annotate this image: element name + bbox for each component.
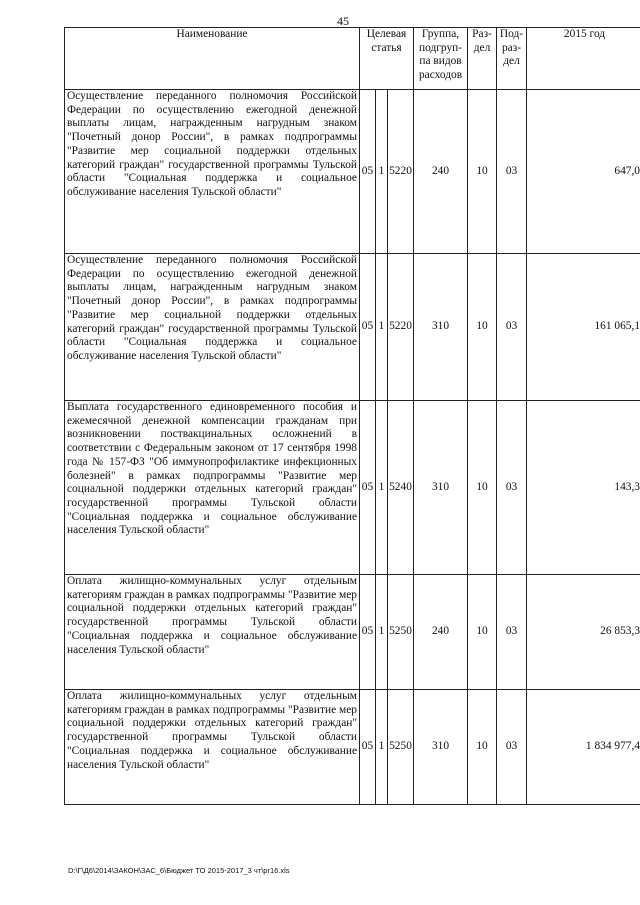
row-section: 10 [468,690,497,805]
row-target-direction: 5250 [388,575,414,690]
budget-table [64,27,640,805]
row-target-direction: 5250 [388,690,414,805]
table-row [65,254,640,401]
table-header-row [65,28,640,90]
row-subsection: 03 [497,90,527,254]
row-section: 10 [468,401,497,575]
row-subsection: 03 [497,690,527,805]
table-row [65,690,640,805]
row-target-subprogram: 1 [376,254,388,401]
row-section: 10 [468,254,497,401]
row-expense-group: 240 [414,90,468,254]
row-name: Осуществление переданного полномочия Российской Федерации по осуществлению ежегодной денежной выплаты лицам, награжденным нагрудным знаком "Почетный донор России", в рамках подпрограммы "Развитие мер социальной поддержки отдельных категорий граждан" государственной программы Тульской области "Социальная поддержка и социальное обслуживание населения Тульской области" [65,254,360,401]
row-target-program: 05 [360,690,376,805]
row-target-direction: 5240 [388,401,414,575]
file-path-footer: D:\Г\Д6\2014\ЗАКОН\ЗАС_6\Бюджет ТО 2015-2017_3 чт\pr16.xls [68,866,290,875]
row-target-program: 05 [360,575,376,690]
page-number: 45 [337,14,349,28]
row-target-subprogram: 1 [376,90,388,254]
row-target-program: 05 [360,254,376,401]
row-amount: 143,3 [527,401,640,575]
row-amount: 26 853,3 [527,575,640,690]
row-target-subprogram: 1 [376,401,388,575]
table-row [65,90,640,254]
row-target-subprogram: 1 [376,690,388,805]
header-name: Наименование [65,28,360,90]
row-expense-group: 310 [414,690,468,805]
row-amount: 647,0 [527,90,640,254]
row-target-direction: 5220 [388,90,414,254]
table-row [65,401,640,575]
row-subsection: 03 [497,575,527,690]
row-subsection: 03 [497,401,527,575]
row-target-subprogram: 1 [376,575,388,690]
row-name: Оплата жилищно-коммунальных услуг отдельным категориям граждан в рамках подпрограммы "Развитие мер социальной поддержки отдельных категорий граждан" государственной программы Тульской области "Социальная поддержка и социальное обслуживание населения Тульской области" [65,575,360,690]
header-year: 2015 год [527,28,640,90]
header-subsection: Под-раз-дел [497,28,527,90]
row-target-direction: 5220 [388,254,414,401]
row-section: 10 [468,90,497,254]
row-name: Оплата жилищно-коммунальных услуг отдельным категориям граждан в рамках подпрограммы "Развитие мер социальной поддержки отдельных категорий граждан" государственной программы Тульской области "Социальная поддержка и социальное обслуживание населения Тульской области" [65,690,360,805]
row-section: 10 [468,575,497,690]
row-target-program: 05 [360,401,376,575]
row-expense-group: 240 [414,575,468,690]
row-subsection: 03 [497,254,527,401]
row-expense-group: 310 [414,401,468,575]
header-group: Группа, подгруп-па видов расходов [414,28,468,90]
table-row [65,575,640,690]
row-name: Осуществление переданного полномочия Российской Федерации по осуществлению ежегодной денежной выплаты лицам, награжденным нагрудным знаком "Почетный донор России", в рамках подпрограммы "Развитие мер социальной поддержки отдельных категорий граждан" государственной программы Тульской области "Социальная поддержка и социальное обслуживание населения Тульской области" [65,90,360,254]
row-target-program: 05 [360,90,376,254]
row-amount: 161 065,1 [527,254,640,401]
row-expense-group: 310 [414,254,468,401]
header-section: Раз-дел [468,28,497,90]
row-amount: 1 834 977,4 [527,690,640,805]
header-target-article: Целевая статья [360,28,414,90]
row-name: Выплата государственного единовременного пособия и ежемесячной денежной компенсации гражданам при возникновении поствакцинальных осложнений в соответствии с Федеральным законом от 17 сентября 1998 года № 157-ФЗ "Об иммунопрофилактике инфекционных болезней" в рамках подпрограммы "Развитие мер социальной поддержки отдельных категорий граждан" государственной программы Тульской области "Социальная поддержка и социальное обслуживание населения Тульской области" [65,401,360,575]
